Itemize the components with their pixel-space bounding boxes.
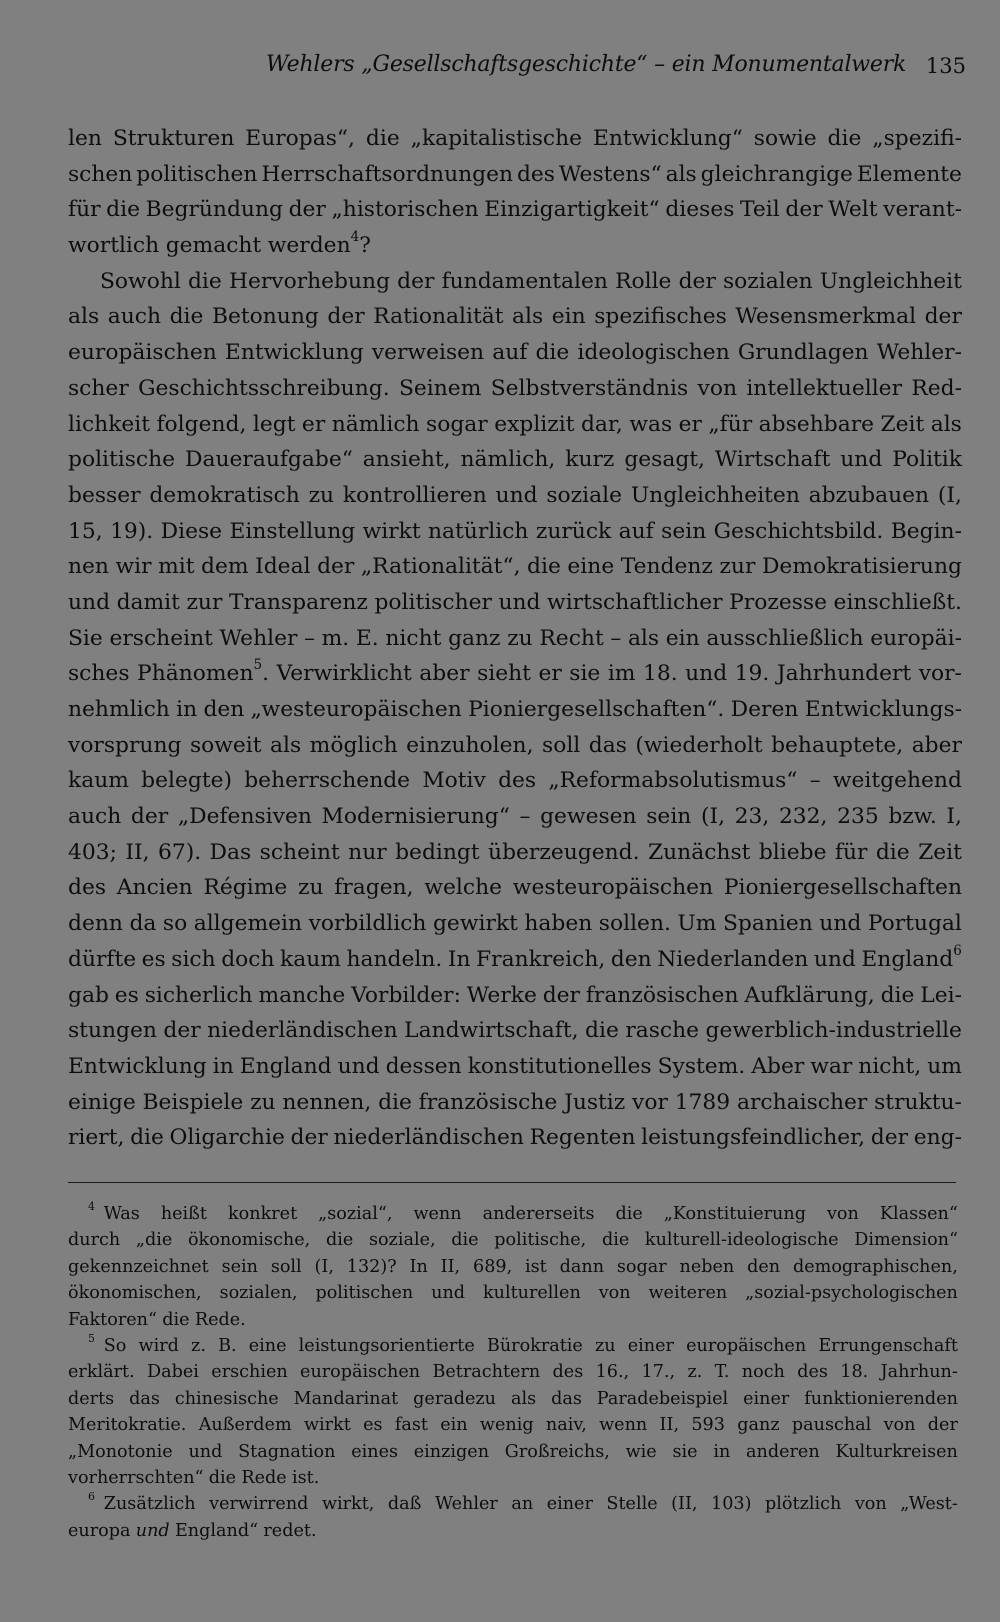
body-line: wortlich gemacht werden$^4$? — [68, 229, 371, 259]
body-line: einige Beispiele zu nennen, die französische Justiz vor 1789 archaischer struktu- — [68, 1089, 962, 1115]
body-line: nen wir mit dem Ideal der „Rationalität“, die eine Tendenz zur Demokratisierung — [68, 554, 962, 580]
body-line: denn da so allgemein vorbildlich gewirkt haben sollen. Um Spanien und Portugal — [68, 911, 962, 937]
footnote-line: gekennzeichnet sein soll (I, 132)? In II, 689, ist dann sogar neben den demographischen, — [68, 1256, 958, 1277]
body-line: europäischen Entwicklung verweisen auf die ideologischen Grundlagen Wehler- — [68, 340, 962, 366]
running-title: Wehlers „Gesellschaftsgeschichte“ – ein Monumentalwerk — [266, 52, 907, 77]
body-line: gab es sicherlich manche Vorbilder: Werke der französischen Aufklärung, die Lei- — [68, 982, 962, 1008]
body-line: stungen der niederländischen Landwirtschaft, die rasche gewerblich-industrielle — [68, 1018, 962, 1044]
footnote-line: $^6$ Zusätzlich verwirrend wirkt, daß Wehler an einer Stelle (II, 103) plötzlich von „West- — [88, 1490, 958, 1515]
footnote-line: $^5$ So wird z. B. eine leistungsorientierte Bürokratie zu einer europäischen Errungenschaft — [88, 1331, 958, 1356]
footnotes — [68, 1201, 958, 1544]
footnote-line: „Monotonie und Stagnation eines einzigen Großreichs, wie sie in anderen Kulturkreisen — [68, 1441, 958, 1462]
footnote-rule — [68, 1182, 956, 1183]
footnote-marker: 6 — [88, 1490, 95, 1504]
body-line: 15, 19). Diese Einstellung wirkt natürlich zurück auf sein Geschichtsbild. Begin- — [68, 518, 962, 544]
page-number: 135 — [925, 54, 966, 78]
body-line: Sowohl die Hervorhebung der fundamentalen Rolle der sozialen Ungleichheit — [100, 268, 962, 294]
body-line: besser demokratisch zu kontrollieren und soziale Ungleichheiten abzubauen (I, — [68, 482, 962, 508]
footnote-line: Faktoren“ die Rede. — [68, 1309, 246, 1330]
body-line: schen politischen Herrschaftsordnungen des Westens“ als gleichrangige Elemente — [68, 161, 962, 187]
body-line: Entwicklung in England und dessen konstitutionelles System. Aber war nicht, um — [68, 1053, 962, 1079]
body-line: kaum belegte) beherrschende Motiv des „Reformabsolutismus“ – weitgehend — [68, 768, 962, 794]
footnote-line: $^4$ Was heißt konkret „sozial“, wenn andererseits die „Konstituierung von Klassen“ — [88, 1199, 958, 1224]
footnote-marker: 5 — [88, 1331, 95, 1345]
body-line: vorsprung soweit als möglich einzuholen, soll das (wiederholt behauptete, aber — [68, 732, 962, 758]
footnote-line: Meritokratie. Außerdem wirkt es fast ein wenig naiv, wenn II, 593 ganz pauschal von der — [68, 1415, 958, 1436]
body-line: riert, die Oligarchie der niederländischen Regenten leistungsfeindlicher, der eng- — [68, 1125, 962, 1151]
body-text — [68, 121, 962, 1156]
footnote-line: ökonomischen, sozialen, politischen und kulturellen von weiteren „sozial-psychologischen — [68, 1283, 958, 1304]
footnote-line: vorherrschten“ die Rede ist. — [68, 1467, 320, 1488]
footnote-reference: 5 — [253, 657, 263, 674]
footnote-line: europa und England“ redet. — [68, 1518, 958, 1544]
running-head — [68, 52, 966, 88]
body-line: nehmlich in den „westeuropäischen Pioniergesellschaften“. Deren Entwicklungs- — [68, 697, 962, 722]
body-line: lichkeit folgend, legt er nämlich sogar explizit dar, was er „für absehbare Zeit als — [68, 411, 962, 437]
body-line: 403; II, 67). Das scheint nur bedingt überzeugend. Zunächst bliebe für die Zeit — [68, 839, 962, 865]
body-line: Sie erscheint Wehler – m. E. nicht ganz zu Recht – als ein ausschließlich europäi- — [68, 625, 962, 651]
body-line: für die Begründung der „historischen Einzigartigkeit“ dieses Teil der Welt verant- — [68, 197, 962, 223]
body-line: sches Phänomen$^5$. Verwirklicht aber sieht er sie im 18. und 19. Jahrhundert vor- — [68, 657, 962, 687]
footnote-line: derts das chinesische Mandarinat geradezu als das Paradebeispiel einer funktionierenden — [68, 1388, 958, 1409]
body-line: politische Daueraufgabe“ ansieht, nämlich, kurz gesagt, Wirtschaft und Politik — [68, 447, 962, 473]
footnote-line: erklärt. Dabei erschien europäischen Betrachtern des 16., 17., z. T. noch des 18. Jahrhun- — [68, 1362, 958, 1383]
body-line: als auch die Betonung der Rationalität als ein spezifisches Wesensmerkmal der — [68, 304, 962, 330]
footnote-line: durch „die ökonomische, die soziale, die politische, die kulturell-ideologische Dimension“ — [68, 1230, 958, 1251]
body-line: und damit zur Transparenz politischer und wirtschaftlicher Prozesse einschließt. — [68, 589, 962, 615]
body-line: scher Geschichtsschreibung. Seinem Selbstverständnis von intellektueller Red- — [68, 375, 962, 401]
body-line: auch der „Defensiven Modernisierung“ – gewesen sein (I, 23, 232, 235 bzw. I, — [68, 804, 962, 830]
footnote-reference: 6 — [953, 942, 962, 959]
body-line: dürfte es sich doch kaum handeln. In Frankreich, den Niederlanden und England$^6$ — [68, 942, 962, 972]
footnote-marker: 4 — [88, 1199, 95, 1213]
footnote-reference: 4 — [350, 229, 360, 246]
body-line: des Ancien Régime zu fragen, welche westeuropäischen Pioniergesellschaften — [68, 875, 962, 901]
body-line: len Strukturen Europas“, die „kapitalistische Entwicklung“ sowie die „spezifi- — [68, 126, 962, 151]
emphasis: und — [135, 1520, 170, 1541]
